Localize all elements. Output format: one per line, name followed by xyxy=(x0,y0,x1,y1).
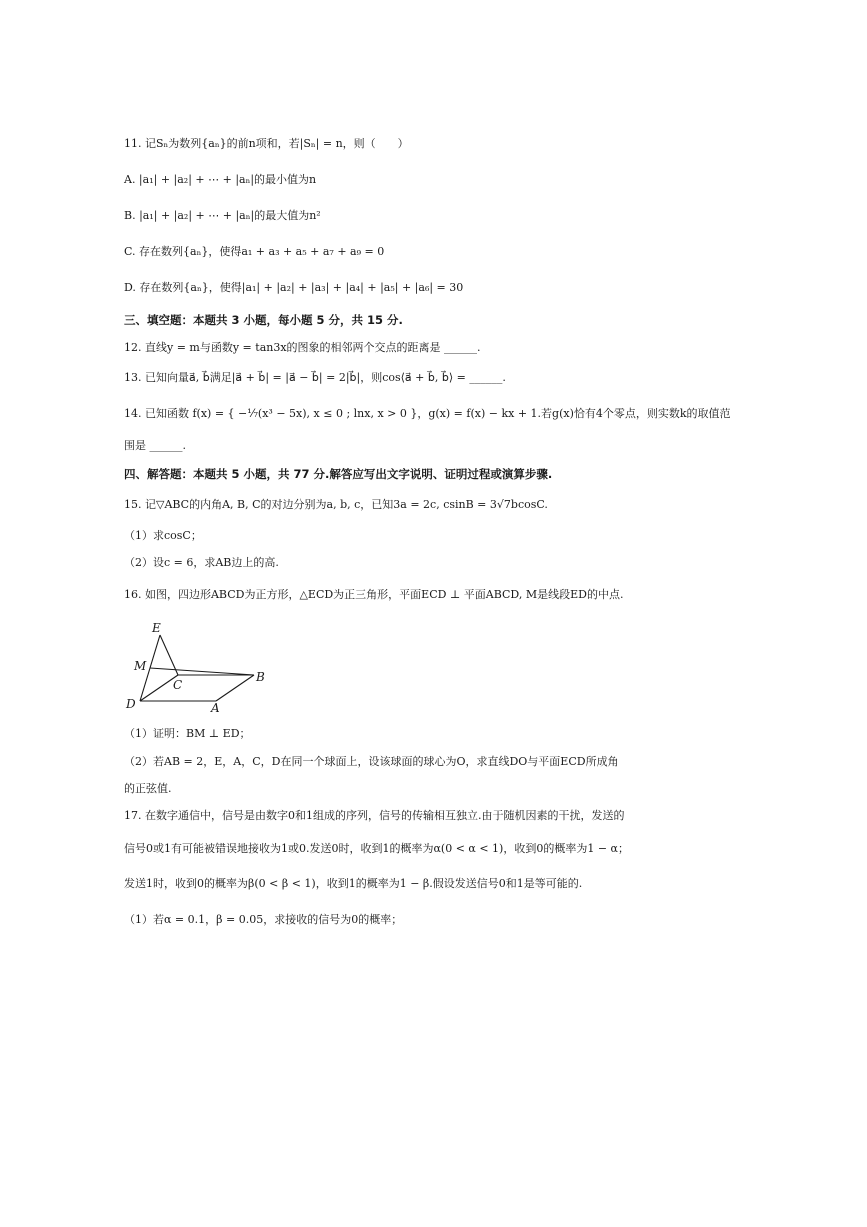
q12: 12. 直线y = m与函数y = tan3x的图象的相邻两个交点的距离是 ______. xyxy=(124,341,481,354)
q17-part1: （1）若α = 0.1，β = 0.05，求接收的信号为0的概率； xyxy=(124,913,403,926)
q15-part1: （1）求cosC； xyxy=(124,529,202,542)
q11-option-b: B. |a₁| + |a₂| + ⋯ + |aₙ|的最大值为n² xyxy=(124,209,321,222)
q11-option-a: A. |a₁| + |a₂| + ⋯ + |aₙ|的最小值为n xyxy=(124,173,317,186)
label-a: A xyxy=(211,701,220,715)
q11-stem: 11. 记Sₙ为数列{aₙ}的前n项和，若|Sₙ| = n，则（ ） xyxy=(124,137,409,150)
geometry-figure xyxy=(118,615,278,715)
label-e: E xyxy=(152,621,161,635)
edge-ba xyxy=(216,675,254,701)
q16-part1: （1）证明：BM ⊥ ED； xyxy=(124,727,251,740)
label-c: C xyxy=(173,678,183,692)
q17-line1: 17. 在数字通信中，信号是由数字0和1组成的序列，信号的传输相互独立.由于随机因素的干扰，发送的 xyxy=(124,809,625,822)
q15: 15. 记▽ABC的内角A, B, C的对边分别为a, b, c，已知3a = 2c, csinB = 3√7bcosC. xyxy=(124,498,548,511)
q17-line3: 发送1时，收到0的概率为β(0 < β < 1)，收到1的概率为1 − β.假设发送信号0和1是等可能的. xyxy=(124,877,583,890)
q14-line1: 14. 已知函数 f(x) = { −⅐(x³ − 5x), x ≤ 0 ; lnx, x > 0 }，g(x) = f(x) − kx + 1.若g(x)恰有4个零点，则实数k的取值范 xyxy=(124,407,731,420)
q16-part2-line2: 的正弦值. xyxy=(124,782,172,795)
section3-heading: 三、填空题：本题共 3 小题，每小题 5 分，共 15 分. xyxy=(124,313,403,327)
q11-option-c: C. 存在数列{aₙ}，使得a₁ + a₃ + a₅ + a₇ + a₉ = 0 xyxy=(124,245,385,258)
q14-line2: 围是 ______. xyxy=(124,439,186,452)
q13: 13. 已知向量a⃗, b⃗满足|a⃗ + b⃗| = |a⃗ − b⃗| = 2|b⃗|，则cos⟨a⃗ + b⃗, b⃗⟩ = ______. xyxy=(124,371,506,384)
section4-heading: 四、解答题：本题共 5 小题，共 77 分.解答应写出文字说明、证明过程或演算步骤. xyxy=(124,467,553,481)
q11-option-d: D. 存在数列{aₙ}，使得|a₁| + |a₂| + |a₃| + |a₄| + |a₅| + |a₆| = 30 xyxy=(124,281,464,294)
q16: 16. 如图，四边形ABCD为正方形，△ECD为正三角形，平面ECD ⊥ 平面ABCD, M是线段ED的中点. xyxy=(124,588,624,601)
q15-part2: （2）设c = 6，求AB边上的高. xyxy=(124,556,279,569)
label-d: D xyxy=(126,697,136,711)
label-m: M xyxy=(134,659,147,673)
edge-mb xyxy=(150,668,254,675)
label-b: B xyxy=(256,670,265,684)
q16-part2-line1: （2）若AB = 2，E，A，C，D在同一个球面上，设该球面的球心为O，求直线DO与平面ECD所成角 xyxy=(124,755,619,768)
q17-line2: 信号0或1有可能被错误地接收为1或0.发送0时，收到1的概率为α(0 < α < 1)，收到0的概率为1 − α； xyxy=(124,842,629,855)
